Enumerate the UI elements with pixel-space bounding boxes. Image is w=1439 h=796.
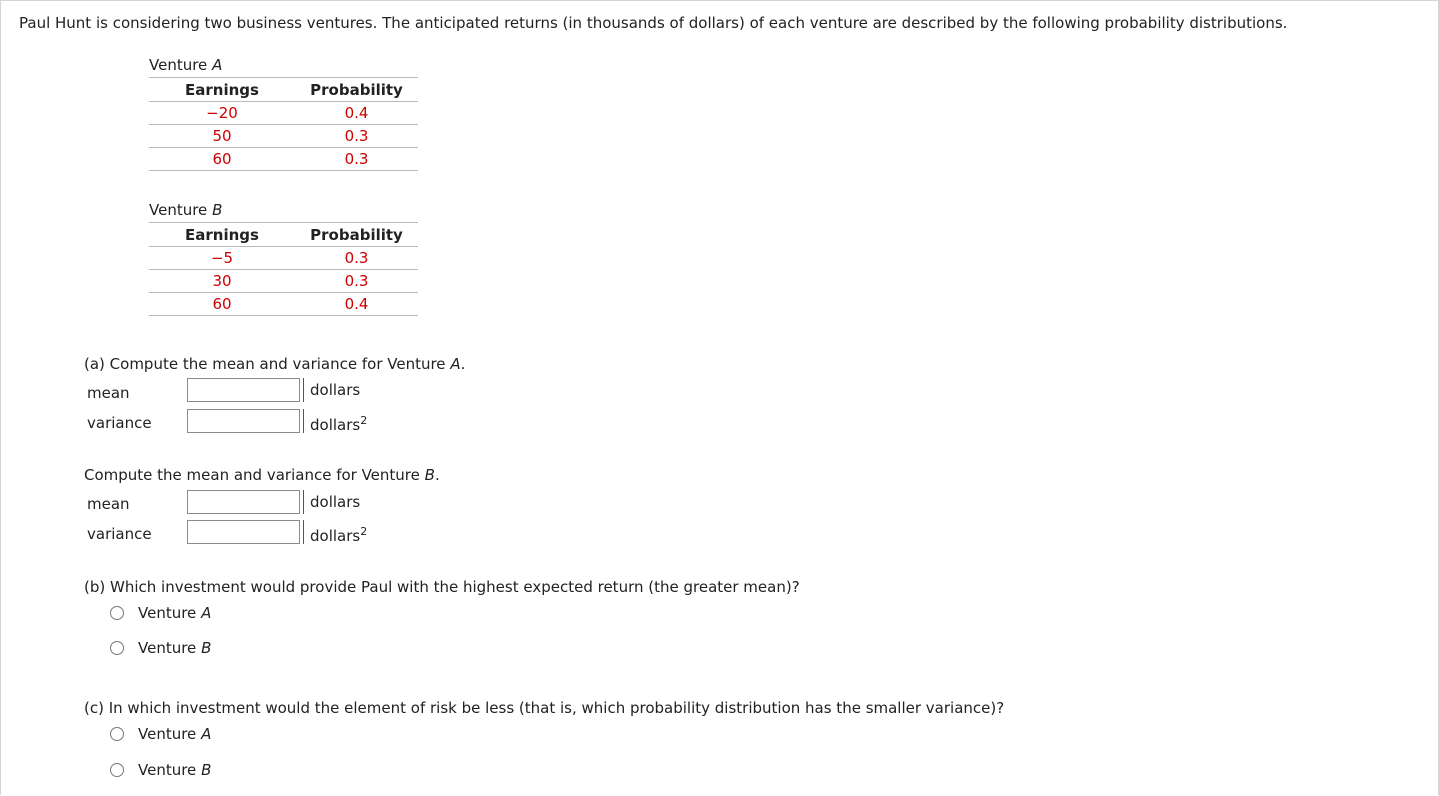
option-prefix: Venture: [138, 761, 202, 779]
option-letter: B: [201, 639, 212, 657]
radio-button[interactable]: [110, 606, 124, 620]
option-letter: B: [201, 761, 212, 779]
table-row: [149, 148, 418, 171]
table-row: [149, 247, 418, 270]
part-a2-prompt-letter: B: [424, 466, 435, 484]
option-prefix: Venture: [138, 604, 202, 622]
earnings-header: Earnings: [149, 78, 295, 102]
probability-cell: 0.4: [295, 293, 418, 316]
earnings-cell: 60: [149, 148, 295, 171]
venture-b-table: [149, 222, 418, 316]
table-header-row: [149, 223, 418, 247]
venture-b-label-prefix: Venture: [149, 201, 213, 219]
radio-button[interactable]: [110, 727, 124, 741]
option-label: [138, 604, 211, 622]
table-row: [149, 293, 418, 316]
part-b-prompt: (b) Which investment would provide Paul with the highest expected return (the greater mean)?: [84, 578, 800, 596]
radio-button[interactable]: [110, 763, 124, 777]
variance-unit-exponent: 2: [360, 414, 368, 427]
venture-a-mean-input[interactable]: [187, 378, 300, 402]
problem-intro: Paul Hunt is considering two business ventures. The anticipated returns (in thousands of dollars) of each venture are described by the following probability distributions.: [19, 14, 1288, 32]
venture-b-label: [149, 201, 222, 219]
option-prefix: Venture: [138, 725, 202, 743]
table-row: [149, 102, 418, 125]
venture-b-mean-label: mean: [87, 495, 130, 513]
venture-b-mean-unit: dollars: [303, 490, 360, 514]
part-a2-prompt-suffix: .: [434, 466, 440, 484]
probability-cell: 0.3: [295, 270, 418, 293]
part-b-option-venture-b[interactable]: [110, 639, 211, 657]
venture-b-variance-input[interactable]: [187, 520, 300, 544]
radio-button[interactable]: [110, 641, 124, 655]
probability-header: Probability: [295, 78, 418, 102]
venture-a-variance-label: variance: [87, 414, 152, 432]
part-a-prompt-suffix: .: [460, 355, 466, 373]
part-c-option-venture-b[interactable]: [110, 761, 211, 779]
table-row: [149, 125, 418, 148]
variance-unit-text: dollars: [310, 416, 361, 434]
probability-cell: 0.4: [295, 102, 418, 125]
venture-a-variance-unit: [303, 409, 367, 433]
venture-a-label-letter: A: [212, 56, 223, 74]
venture-a-variance-input[interactable]: [187, 409, 300, 433]
probability-cell: 0.3: [295, 148, 418, 171]
part-a2-prompt-prefix: Compute the mean and variance for Venture: [84, 466, 425, 484]
option-label: [138, 639, 211, 657]
option-letter: A: [201, 725, 212, 743]
variance-unit-exponent: 2: [360, 525, 368, 538]
option-prefix: Venture: [138, 639, 202, 657]
part-b-option-venture-a[interactable]: [110, 604, 211, 622]
table-header-row: [149, 78, 418, 102]
earnings-cell: −20: [149, 102, 295, 125]
earnings-cell: 50: [149, 125, 295, 148]
venture-a-label-prefix: Venture: [149, 56, 213, 74]
probability-cell: 0.3: [295, 247, 418, 270]
earnings-cell: 60: [149, 293, 295, 316]
probability-cell: 0.3: [295, 125, 418, 148]
table-row: [149, 270, 418, 293]
variance-unit-text: dollars: [310, 527, 361, 545]
venture-a-label: [149, 56, 222, 74]
venture-a-mean-label: mean: [87, 384, 130, 402]
probability-header: Probability: [295, 223, 418, 247]
venture-a-mean-unit: dollars: [303, 378, 360, 402]
part-a-prompt-letter: A: [450, 355, 461, 373]
part-a-venture-b-prompt: [84, 466, 440, 484]
part-a-prompt: [84, 355, 465, 373]
venture-b-variance-label: variance: [87, 525, 152, 543]
earnings-header: Earnings: [149, 223, 295, 247]
venture-b-mean-input[interactable]: [187, 490, 300, 514]
venture-b-label-letter: B: [212, 201, 223, 219]
option-letter: A: [201, 604, 212, 622]
option-label: [138, 761, 211, 779]
option-label: [138, 725, 211, 743]
venture-a-table: [149, 77, 418, 171]
venture-b-variance-unit: [303, 520, 367, 544]
earnings-cell: 30: [149, 270, 295, 293]
earnings-cell: −5: [149, 247, 295, 270]
part-c-prompt: (c) In which investment would the element of risk be less (that is, which probability distribution has the smaller variance)?: [84, 699, 1005, 717]
part-c-option-venture-a[interactable]: [110, 725, 211, 743]
part-a-prompt-prefix: (a) Compute the mean and variance for Venture: [84, 355, 451, 373]
